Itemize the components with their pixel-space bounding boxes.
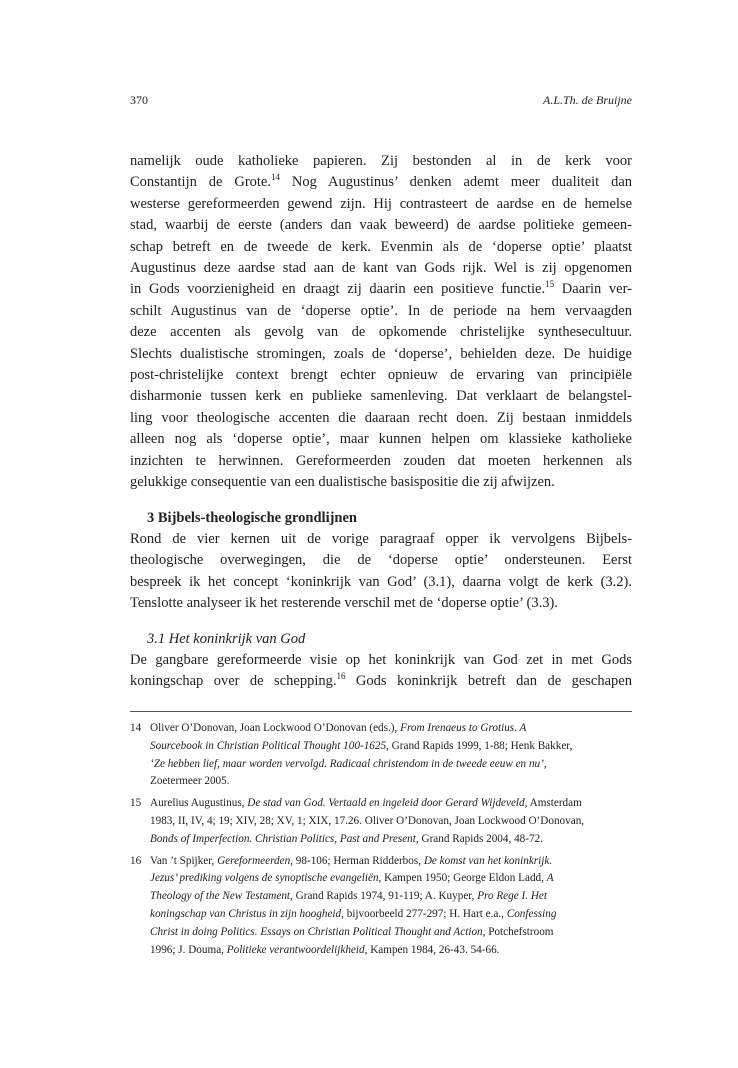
text-line: in Gods voorzienigheid en draagt zij daarin een positieve functie.$^{15}$ Daarin ver- [130, 279, 632, 298]
footnote-divider [130, 711, 632, 712]
text-line: namelijk oude katholieke papieren. Zij bestonden al in de kerk voor [130, 153, 632, 169]
subsection-heading: 3.1 Het koninkrijk van God [147, 630, 306, 647]
text-line: schap betreft en de tweede de kerk. Evenmin als de ‘doperse optie’ plaatst [130, 238, 632, 255]
text-line: disharmonie tussen kerk en publieke samenleving. Dat verklaart de belangstel- [130, 388, 632, 405]
running-head [130, 93, 632, 108]
text-line: Slechts dualistische stromingen, zoals de ‘doperse’, behielden deze. De huidige [130, 345, 632, 362]
text-line: deze accenten als gevolg van de opkomende christelijke synthesecultuur. [130, 324, 632, 341]
footnote-number: 14 [130, 722, 142, 734]
text-line: De gangbare gereformeerde visie op het koninkrijk van God zet in met Gods [130, 651, 632, 668]
section-heading: 3 Bijbels-theologische grondlijnen [147, 509, 357, 526]
footnote-16: 16 Van ’t Spijker, Gereformeerden, 98-106; Herman Ridderbos, De komst van het koninkrijk. Jezus’ prediking volgens de synoptische evangeliën, Kampen 1950; George Eldon Ladd, A Theology of the New Testament, Grand Rapids 1974, 91-119; A. Kuyper, Pro Rege I. Het koningschap van Christus in zijn hoogheid, bijvoorbeeld 277-297; H. Hart e.a., Confessing Christ in doing Politics. Essays on Christian Political Thought and Action, Potchefstroom 1996; J. Douma, Politieke verantwoordelijkheid, Kampen 1984, 26-43. 54-66. [130, 853, 632, 960]
text-line: Tenslotte analyseer ik het resterende verschil met de ‘doperse optie’ (3.3). [130, 595, 558, 612]
running-head-author: A.L.Th. de Bruijne [543, 93, 632, 107]
text-line: ling voor theologische accenten die daaraan recht doen. Zij bestaan inmiddels [130, 409, 632, 426]
text-line: inzichten te herwinnen. Gereformeerden zouden dat moeten herkennen als [130, 452, 632, 469]
text-line: Constantijn de Grote.$^{14}$ Nog Augustinus’ denken ademt meer dualiteit dan [130, 172, 633, 191]
text-line: koningschap over de schepping.$^{16}$ Gods koninkrijk betreft dan de geschapen [130, 671, 632, 690]
body-text [130, 151, 632, 693]
footnote-15: 15 Aurelius Augustinus, De stad van God. Vertaald en ingeleid door Gerard Wijdeveld, Amsterdam 1983, II, IV, 4; 19; XIV, 28; XV, 1; XIX, 17.26. Oliver O’Donovan, Joan Lockwood O’Donovan, Bonds of Imperfection. Christian Politics, Past and Present, Grand Rapids 2004, 48-72. [130, 795, 632, 848]
footnote-ref-14[interactable]: 14 [271, 172, 280, 183]
text-line: gelukkige consequentie van een dualistische basispositie die zij afwijzen. [130, 474, 555, 491]
text-line: schilt Augustinus van de ‘doperse optie’. In de periode na hem vervaagden [130, 302, 632, 319]
text-line: Augustinus deze aardse stad aan de kant van Gods rijk. Wel is zij opgenomen [130, 260, 632, 277]
text-line: Rond de vier kernen uit de vorige paragraaf opper ik vervolgens Bijbels- [130, 530, 632, 547]
footnote-number: 15 [130, 797, 142, 810]
footnote-ref-16[interactable]: 16 [336, 671, 346, 682]
footnote-number: 16 [130, 854, 142, 867]
footnote-ref-15[interactable]: 15 [545, 279, 555, 290]
text-line: westerse gereformeerden gewend zijn. Hij contrasteert de aardse en de hemelse [130, 195, 632, 212]
text-line: theologische overwegingen, die de ‘doperse optie’ ondersteunen. Eerst [130, 552, 632, 569]
page-number: 370 [130, 93, 148, 107]
text-line: post-christelijke context brengt echter opnieuw de ervaring van principiële [130, 367, 632, 384]
text-line: alleen nog als ‘doperse optie’, maar kunnen helpen om klassieke katholieke [130, 431, 632, 448]
text-line: stad, waarbij de eerste (anders dan vaak beweerd) de aardse politieke gemeen- [130, 217, 632, 234]
footnotes [130, 720, 632, 963]
footnote-14: 14 Oliver O’Donovan, Joan Lockwood O’Donovan (eds.), From Irenaeus to Grotius. A Sourcebook in Christian Political Thought 100-1625, Grand Rapids 1999, 1-88; Henk Bakker, ‘Ze hebben lief, maar worden vervolgd. Radicaal christendom in de tweede eeuw en nu’, Zoetermeer 2005. [130, 720, 632, 791]
text-line: bespreek ik het concept ‘koninkrijk van God’ (3.1), daarna volgt de kerk (3.2). [130, 573, 632, 590]
